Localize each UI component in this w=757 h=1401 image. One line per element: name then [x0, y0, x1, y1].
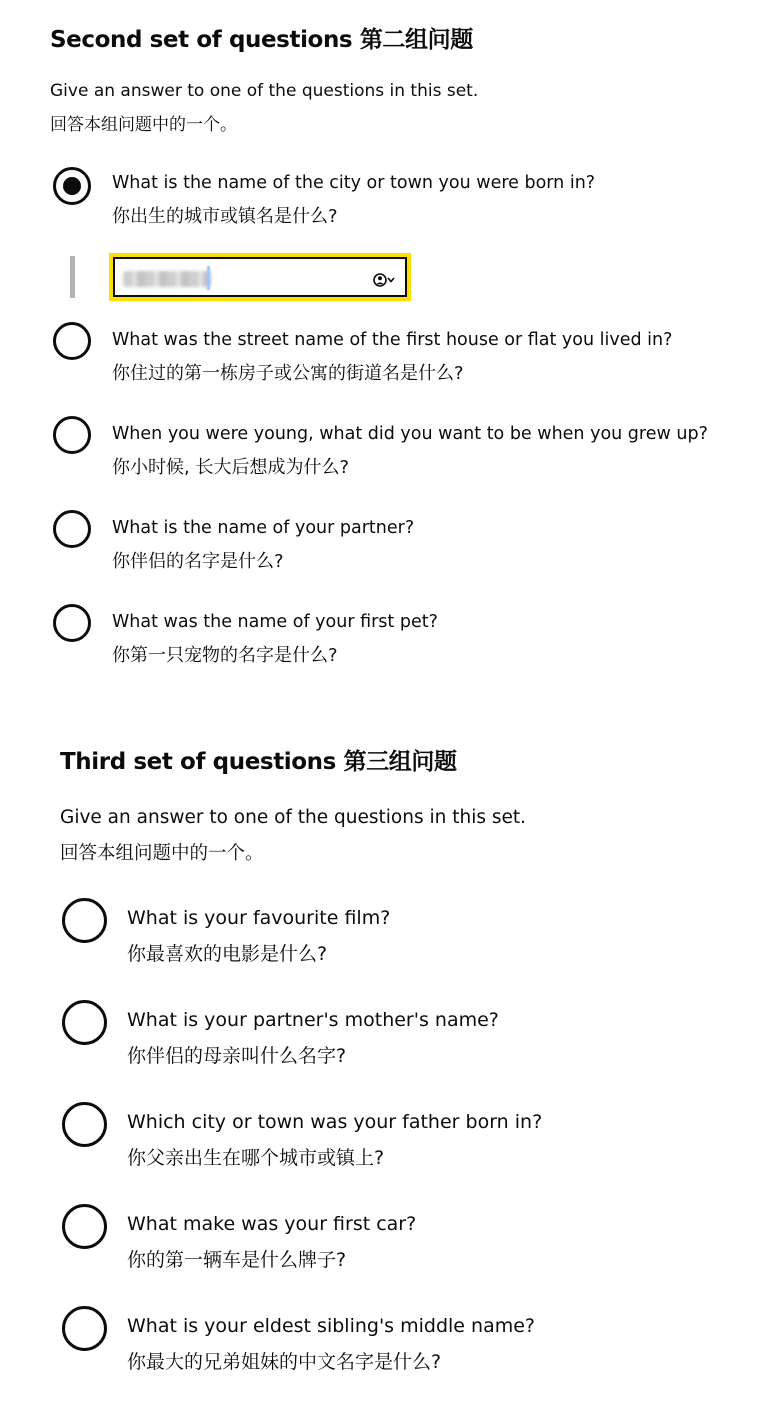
- radio-option-born-city[interactable]: [0, 165, 757, 235]
- option-label-en: What is the name of the city or town you were born in?: [112, 173, 596, 193]
- section-hint-zh: 回答本组问题中的一个。: [60, 843, 264, 864]
- radio-option-father-city[interactable]: [0, 1102, 757, 1172]
- option-label-en: When you were young, what did you want to be when you grew up?: [112, 424, 708, 444]
- option-label-zh: 你出生的城市或镇名是什么?: [112, 206, 338, 227]
- option-label-en: What make was your first car?: [127, 1213, 417, 1235]
- radio-option-grow-up[interactable]: [0, 414, 757, 484]
- option-label-zh: 你伴侣的名字是什么?: [112, 551, 284, 572]
- option-label-en: What was the name of your first pet?: [112, 612, 438, 632]
- option-label-en: What is your eldest sibling's middle name?: [127, 1315, 535, 1337]
- option-label-en: What is your partner's mother's name?: [127, 1009, 499, 1031]
- radio-button[interactable]: [53, 322, 91, 360]
- radio-button[interactable]: [62, 898, 107, 943]
- radio-option-partner-mother[interactable]: [0, 1000, 757, 1070]
- radio-option-first-car[interactable]: [0, 1204, 757, 1274]
- option-label-zh: 你伴侣的母亲叫什么名字?: [127, 1045, 347, 1067]
- option-label-zh: 你最大的兄弟姐妹的中文名字是什么?: [127, 1351, 442, 1373]
- option-label-en: Which city or town was your father born in?: [127, 1111, 543, 1133]
- radio-option-sibling-name[interactable]: [0, 1306, 757, 1376]
- option-label-zh: 你住过的第一栋房子或公寓的街道名是什么?: [112, 363, 464, 384]
- option-label-zh: 你父亲出生在哪个城市或镇上?: [127, 1147, 385, 1169]
- radio-option-first-pet[interactable]: [0, 602, 757, 672]
- conditional-reveal-bar: [70, 256, 75, 298]
- section-heading: Third set of questions 第三组问题: [60, 749, 457, 775]
- answer-input-border: [113, 257, 407, 297]
- radio-button[interactable]: [62, 1000, 107, 1045]
- radio-button[interactable]: [53, 510, 91, 548]
- answer-text-input[interactable]: [109, 253, 411, 301]
- radio-button[interactable]: [62, 1204, 107, 1249]
- radio-button[interactable]: [62, 1306, 107, 1351]
- option-label-zh: 你第一只宠物的名字是什么?: [112, 645, 338, 666]
- radio-button[interactable]: [53, 416, 91, 454]
- radio-button-selected[interactable]: [53, 167, 91, 205]
- radio-button[interactable]: [62, 1102, 107, 1147]
- section-heading: Second set of questions 第二组问题: [50, 27, 473, 53]
- option-label-zh: 你小时候, 长大后想成为什么?: [112, 457, 349, 478]
- redacted-answer-text: [123, 271, 211, 287]
- option-label-en: What is your favourite film?: [127, 907, 391, 929]
- section-hint-zh: 回答本组问题中的一个。: [50, 115, 237, 135]
- person-circle-icon[interactable]: [373, 272, 397, 288]
- radio-option-first-street[interactable]: [0, 320, 757, 390]
- section-hint-en: Give an answer to one of the questions in this set.: [60, 807, 527, 828]
- radio-option-partner-name[interactable]: [0, 508, 757, 578]
- option-label-en: What is the name of your partner?: [112, 518, 415, 538]
- radio-option-favourite-film[interactable]: [0, 898, 757, 968]
- text-caret: [207, 266, 210, 290]
- section-hint-en: Give an answer to one of the questions in this set.: [50, 81, 479, 101]
- option-label-zh: 你最喜欢的电影是什么?: [127, 943, 328, 965]
- option-label-zh: 你的第一辆车是什么牌子?: [127, 1249, 347, 1271]
- option-label-en: What was the street name of the first house or flat you lived in?: [112, 330, 673, 350]
- radio-button[interactable]: [53, 604, 91, 642]
